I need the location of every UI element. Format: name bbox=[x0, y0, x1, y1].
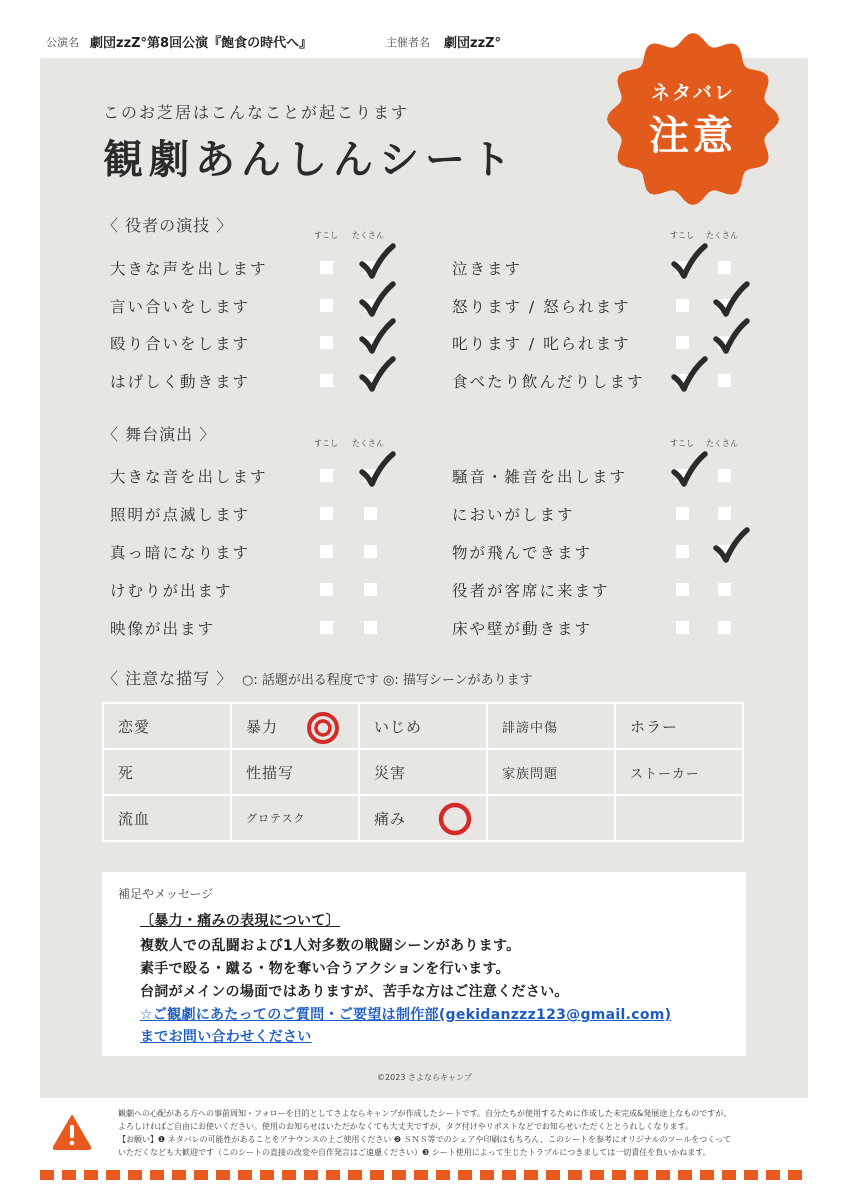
contact-link-continued[interactable]: までお問い合わせください bbox=[140, 1029, 312, 1045]
double-circle-mark bbox=[306, 711, 340, 745]
checkmark-icon bbox=[670, 451, 708, 489]
caution-cell bbox=[487, 795, 615, 841]
organizer-name: 劇団zzZ° bbox=[444, 36, 502, 51]
checkbox-lot[interactable] bbox=[718, 374, 731, 387]
performance-label: 公演名 bbox=[46, 36, 79, 49]
checkmark-icon bbox=[358, 318, 396, 356]
caution-cell: 家族問題 bbox=[487, 749, 615, 795]
checkbox-little[interactable] bbox=[320, 336, 333, 349]
caution-legend: ○: 話題が出る程度です ◎: 描写シーンがあります bbox=[242, 673, 533, 688]
scale-label-lot: たくさん bbox=[352, 439, 384, 448]
caution-cell: ストーカー bbox=[615, 749, 743, 795]
footer-line: 観劇への心配がある方への事前周知・フォローを目的としてさよならキャンプが作成したシートです。自分たちが使用するために作成した未完成&発展途上なものですが、 bbox=[118, 1109, 732, 1118]
checklist-label: けむりが出ます bbox=[110, 582, 233, 600]
sheet-subtitle: このお芝居はこんなことが起こります bbox=[103, 103, 410, 122]
footer-line: よろしければご自由にお使いください。使用のお知らせはいただかなくても大丈夫ですが、タグ付けやリポストなどでお知らせいただくととうれしくなります。 bbox=[118, 1122, 693, 1131]
checkbox-little[interactable] bbox=[320, 621, 333, 634]
checkbox-little[interactable] bbox=[320, 507, 333, 520]
checklist-label: 物が飛んできます bbox=[452, 544, 593, 562]
checkbox-little[interactable] bbox=[320, 374, 333, 387]
checkbox-lot[interactable] bbox=[718, 621, 731, 634]
warning-icon bbox=[52, 1114, 92, 1150]
scale-label-little: すこし bbox=[670, 439, 694, 448]
scale-label-lot: たくさん bbox=[352, 231, 384, 240]
checkbox-lot[interactable] bbox=[718, 261, 731, 274]
caution-cell: 災害 bbox=[359, 749, 487, 795]
message-line: 複数人での乱闘および1人対多数の戦闘シーンがあります。 bbox=[140, 938, 521, 954]
checkmark-icon bbox=[358, 356, 396, 394]
checkmark-icon bbox=[358, 243, 396, 281]
checklist-label: 殴り合いをします bbox=[110, 335, 251, 353]
sheet-title: 観劇あんしんシート bbox=[103, 137, 517, 183]
checklist-label: 叱ります / 叱られます bbox=[452, 335, 631, 353]
contact-link[interactable]: ☆ご観劇にあたってのご質問・ご要望は制作部(gekidanzzz123@gmail.com) bbox=[140, 1007, 672, 1023]
checkmark-icon bbox=[712, 527, 750, 565]
checklist-label: 映像が出ます bbox=[110, 620, 216, 638]
checklist-label: 大きな音を出します bbox=[110, 468, 268, 486]
checkbox-little[interactable] bbox=[320, 469, 333, 482]
checklist-label: 騒音・雑音を出します bbox=[452, 468, 628, 486]
scale-label-lot: たくさん bbox=[706, 231, 738, 240]
acting-heading: 〈 役者の演技 〉 bbox=[102, 216, 234, 235]
checkbox-lot[interactable] bbox=[718, 469, 731, 482]
checkbox-lot[interactable] bbox=[718, 507, 731, 520]
checkbox-little[interactable] bbox=[676, 545, 689, 558]
circle-mark bbox=[438, 802, 472, 836]
checkmark-icon bbox=[670, 243, 708, 281]
caution-cell: 暴力 bbox=[231, 703, 359, 749]
scale-label-little: すこし bbox=[670, 231, 694, 240]
message-line: 台詞がメインの場面ではありますが、苦手な方はご注意ください。 bbox=[140, 984, 569, 1000]
organizer-label: 主催者名 bbox=[386, 36, 430, 49]
checkmark-icon bbox=[670, 356, 708, 394]
footer-line: いただくなども大歓迎です（このシートの直接の改変や自作発言はご遠慮ください）❸ シート使用によって生じたトラブルにつきましては一切責任を負いかねます。 bbox=[118, 1148, 711, 1157]
checklist-label: 床や壁が動きます bbox=[452, 620, 593, 638]
checklist-label: 言い合いをします bbox=[110, 297, 251, 316]
checkbox-little[interactable] bbox=[676, 507, 689, 520]
checkmark-icon bbox=[358, 451, 396, 489]
checkbox-little[interactable] bbox=[320, 583, 333, 596]
caution-cell: いじめ bbox=[359, 703, 487, 749]
hazard-stripe bbox=[40, 1170, 808, 1180]
caution-grid bbox=[102, 702, 744, 842]
caution-cell: 痛み bbox=[359, 795, 487, 841]
checkmark-icon bbox=[358, 281, 396, 319]
footer-line: 【お願い】❶ ネタバレの可能性があることをアナウンスの上ご使用ください ❷ ＳＮＳ等でのシェアや印刷はもちろん、このシートを参考にオリジナルのツールをつくって bbox=[118, 1135, 732, 1144]
caution-cell: 誹謗中傷 bbox=[487, 703, 615, 749]
badge-line1: ネタバレ bbox=[651, 82, 735, 104]
checkmark-icon bbox=[712, 281, 750, 319]
caution-cell bbox=[615, 795, 743, 841]
checklist-label: 照明が点滅します bbox=[110, 506, 251, 524]
checklist-label: 役者が客席に来ます bbox=[452, 582, 610, 600]
caution-cell: 性描写 bbox=[231, 749, 359, 795]
message-line: 〔暴力・痛みの表現について〕 bbox=[140, 913, 340, 929]
checkbox-lot[interactable] bbox=[364, 545, 377, 558]
caution-heading: 〈 注意な描写 〉 bbox=[102, 669, 234, 688]
scale-label-lot: たくさん bbox=[706, 439, 738, 448]
checkbox-little[interactable] bbox=[320, 545, 333, 558]
checklist-label: 食べたり飲んだりします bbox=[452, 372, 645, 391]
checkbox-lot[interactable] bbox=[364, 507, 377, 520]
checkbox-little[interactable] bbox=[676, 336, 689, 349]
checkbox-lot[interactable] bbox=[364, 621, 377, 634]
checkbox-little[interactable] bbox=[320, 299, 333, 312]
checkbox-lot[interactable] bbox=[364, 583, 377, 596]
checklist-label: 大きな声を出します bbox=[110, 260, 268, 278]
scale-label-little: すこし bbox=[314, 231, 338, 240]
checkmark-icon bbox=[712, 318, 750, 356]
checkbox-lot[interactable] bbox=[718, 583, 731, 596]
caution-cell: グロテスク bbox=[231, 795, 359, 841]
checkbox-little[interactable] bbox=[676, 299, 689, 312]
checklist-label: 真っ暗になります bbox=[110, 544, 251, 562]
checklist-label: においがします bbox=[452, 506, 575, 524]
caution-cell: ホラー bbox=[615, 703, 743, 749]
checkbox-little[interactable] bbox=[320, 261, 333, 274]
caution-cell: 流血 bbox=[103, 795, 231, 841]
performance-name: 劇団zzZ°第8回公演『飽食の時代へ』 bbox=[90, 36, 313, 51]
checkbox-little[interactable] bbox=[676, 621, 689, 634]
scale-label-little: すこし bbox=[314, 439, 338, 448]
caution-cell: 恋愛 bbox=[103, 703, 231, 749]
checklist-label: 泣きます bbox=[452, 260, 523, 278]
copyright: ©2023 さよならキャンプ bbox=[377, 1073, 472, 1082]
checklist-label: はげしく動きます bbox=[110, 372, 251, 391]
message-line: 素手で殴る・蹴る・物を奪い合うアクションを行います。 bbox=[140, 961, 510, 977]
staging-heading: 〈 舞台演出 〉 bbox=[102, 425, 217, 444]
caution-cell: 死 bbox=[103, 749, 231, 795]
badge-line2: 注意 bbox=[649, 113, 737, 159]
checkbox-little[interactable] bbox=[676, 583, 689, 596]
message-heading: 補足やメッセージ bbox=[118, 887, 214, 901]
checklist-label: 怒ります / 怒られます bbox=[452, 297, 631, 316]
